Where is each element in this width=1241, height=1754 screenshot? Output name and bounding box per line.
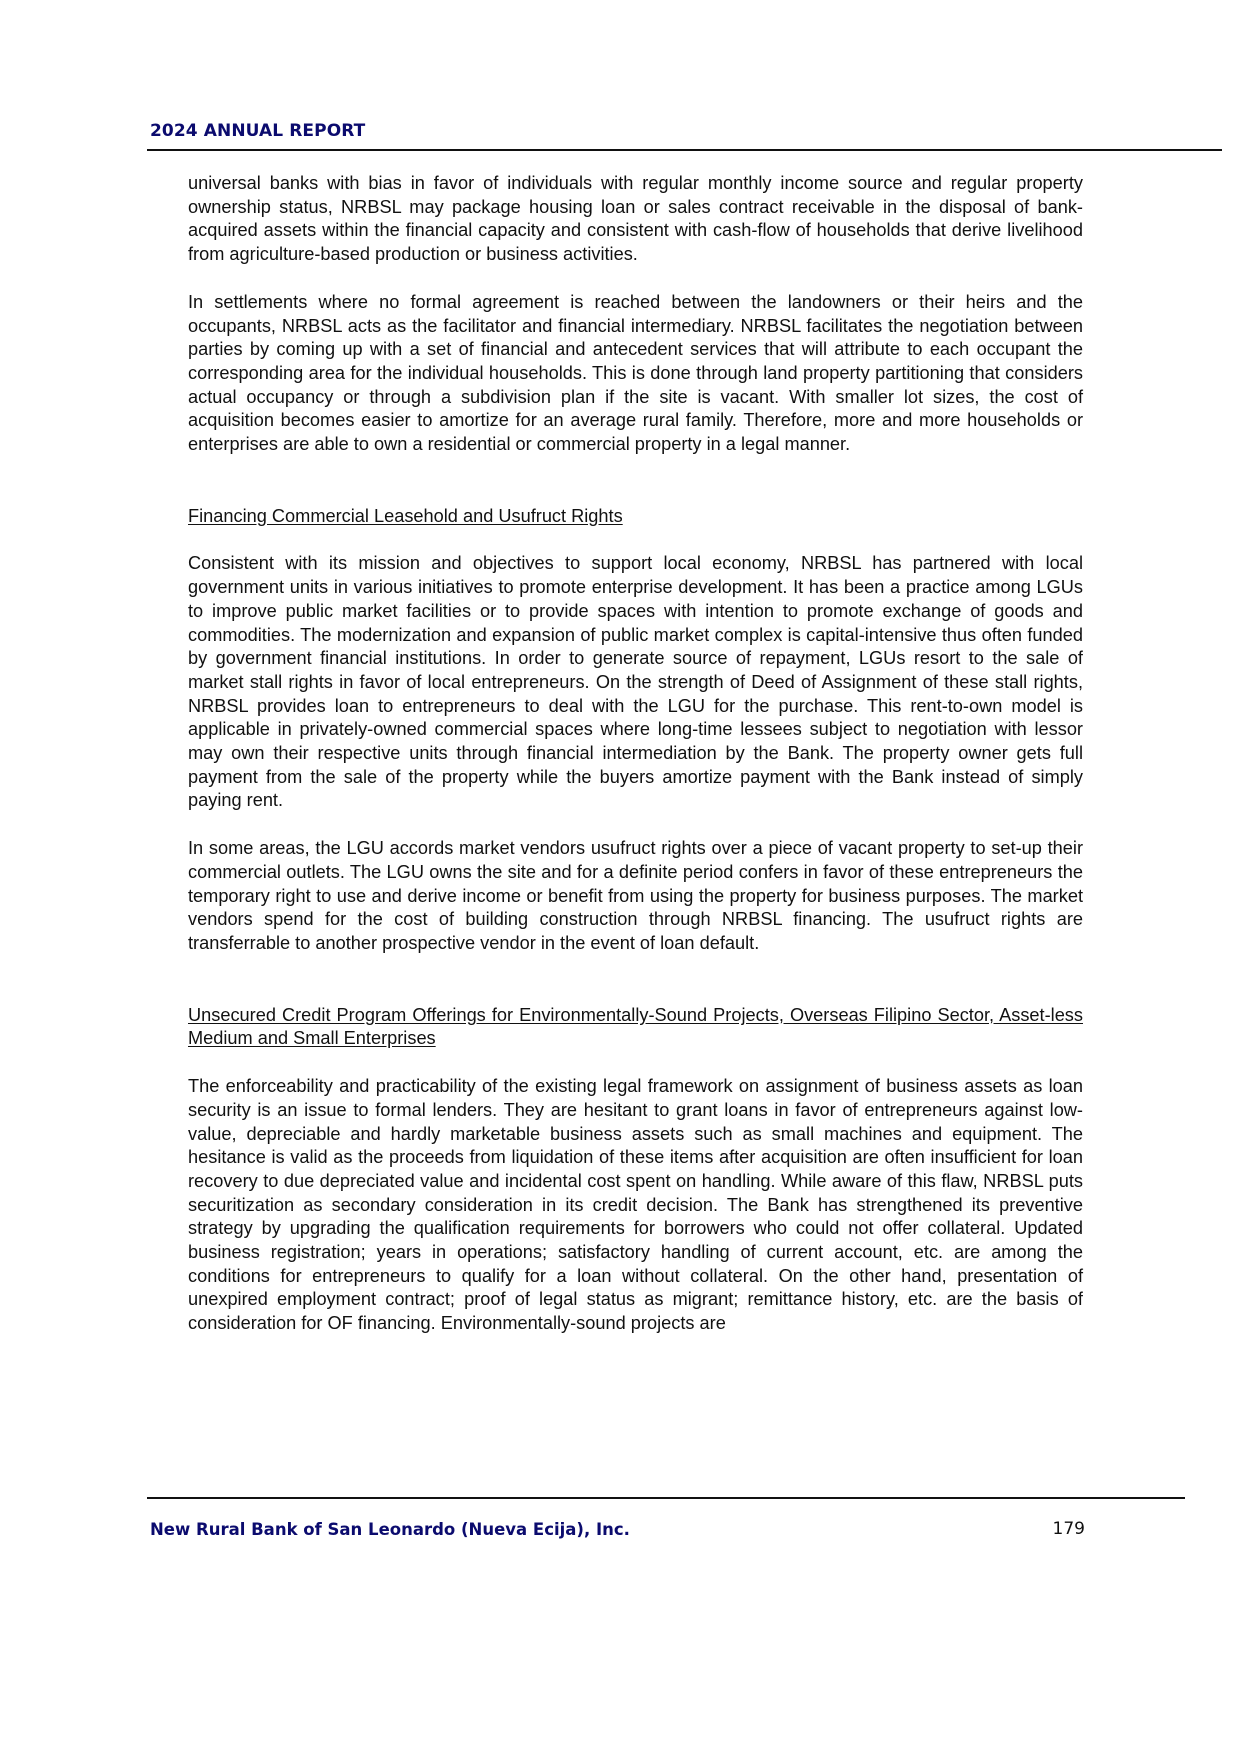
page-number: 179 <box>1052 1519 1085 1539</box>
running-header-title: 2024 ANNUAL REPORT <box>150 121 366 141</box>
header-rule <box>147 149 1222 151</box>
footer-rule <box>147 1497 1185 1499</box>
section-heading-unsecured-credit: Unsecured Credit Program Offerings for Environmentally-Sound Projects, Overseas Filipino Sector, Asset-less Medium and Small Enterprises <box>188 1004 1083 1049</box>
paragraph-settlements: In settlements where no formal agreement is reached between the landowners or their heirs and the occupants, NRBSL acts as the facilitator and financial intermediary. NRBSL facilitates the negotiation between parties by coming up with a set of financial and antecedent services that will attribute to each occupant the corresponding area for the individual households. This is done through land property partitioning that considers actual occupancy or through a subdivision plan if the site is vacant. With smaller lot sizes, the cost of acquisition becomes easier to amortize for an average rural family. Therefore, more and more households or enterprises are able to own a residential or commercial property in a legal manner. <box>188 291 1083 455</box>
section-spacer <box>188 956 1083 1004</box>
footer-company-name: New Rural Bank of San Leonardo (Nueva Ecija), Inc. <box>150 1520 630 1539</box>
section-spacer <box>188 457 1083 505</box>
paragraph-usufruct-rights: In some areas, the LGU accords market vendors usufruct rights over a piece of vacant property to set-up their commercial outlets. The LGU owns the site and for a definite period confers in favor of these entrepreneurs the temporary right to use and derive income or benefit from using the property for business purposes. The market vendors spend for the cost of building construction through NRBSL financing. The usufruct rights are transferrable to another prospective vendor in the event of loan default. <box>188 838 1083 953</box>
paragraph-market-stall-rights: Consistent with its mission and objectives to support local economy, NRBSL has partnered with local government units in various initiatives to promote enterprise development. It has been a practice among LGUs to improve public market facilities or to provide spaces with intention to promote exchange of goods and commodities. The modernization and expansion of public market complex is capital-intensive thus often funded by government financial institutions. In order to generate source of repayment, LGUs resort to the sale of market stall rights in favor of local entrepreneurs. On the strength of Deed of Assignment of these stall rights, NRBSL provides loan to entrepreneurs to deal with the LGU for the purchase. This rent-to-own model is applicable in privately-owned commercial spaces where long-time lessees subject to negotiation with lessor may own their respective units through financial intermediation by the Bank. The property owner gets full payment from the sale of the property while the buyers amortize payment with the Bank instead of simply paying rent. <box>188 553 1083 811</box>
paragraph-spacer <box>188 267 1083 291</box>
section-heading-leasehold-usufruct: Financing Commercial Leasehold and Usufruct Rights <box>188 505 623 526</box>
paragraph-unsecured-credit: The enforceability and practicability of the existing legal framework on assignment of business assets as loan security is an issue to formal lenders. They are hesitant to grant loans in favor of entrepreneurs against low-value, depreciable and hardly marketable business assets such as small machines and equipment. The hesitance is valid as the proceeds from liquidation of these items after acquisition are often insufficient for loan recovery to due depreciated value and incidental cost spent on handling. While aware of this flaw, NRBSL puts securitization as secondary consideration in its credit decision. The Bank has strengthened its preventive strategy by upgrading the qualification requirements for borrowers who could not offer collateral. Updated business registration; years in operations; satisfactory handling of current account, etc. are among the conditions for entrepreneurs to qualify for a loan without collateral. On the other hand, presentation of unexpired employment contract; proof of legal status as migrant; remittance history, etc. are the basis of consideration for OF financing. Environmentally-sound projects are <box>188 1076 1083 1334</box>
paragraph-spacer <box>188 528 1083 552</box>
page-body <box>188 172 1083 1336</box>
paragraph-spacer <box>188 1051 1083 1075</box>
paragraph-spacer <box>188 813 1083 837</box>
paragraph-housing-loan-continuation: universal banks with bias in favor of individuals with regular monthly income source and regular property ownership status, NRBSL may package housing loan or sales contract receivable in the disposal of bank-acquired assets within the financial capacity and consistent with cash-flow of households that derive livelihood from agriculture-based production or business activities. <box>188 173 1083 265</box>
